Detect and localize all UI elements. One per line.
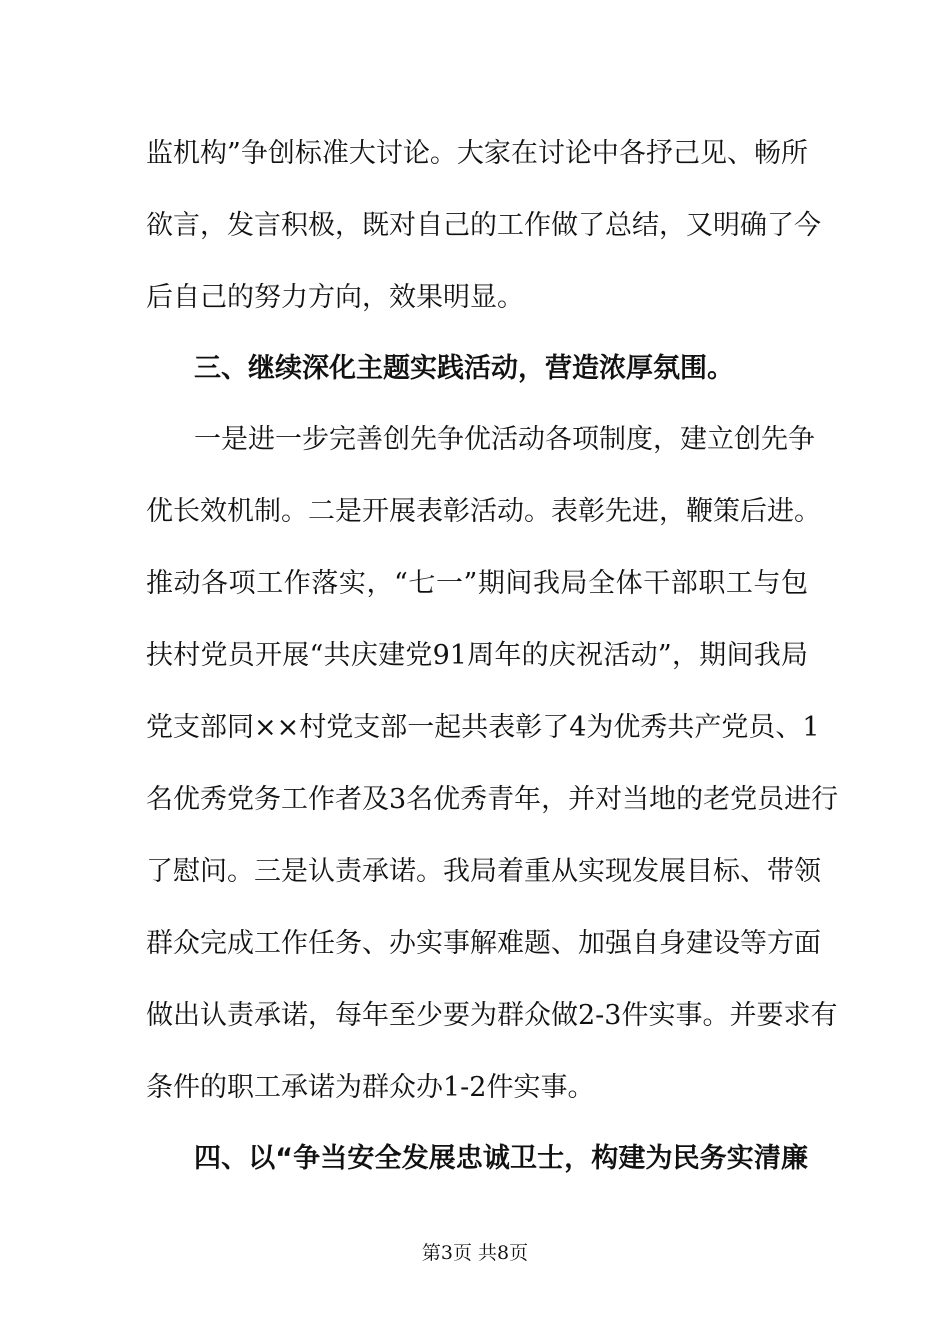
body-text-line: 一是进一步完善创先争优活动各项制度，建立创先争 <box>194 424 815 455</box>
body-text-line: 党支部同××村党支部一起共表彰了4为优秀共产党员、1 <box>146 712 820 743</box>
body-text-line: 条件的职工承诺为群众办1-2件实事。 <box>146 1072 595 1103</box>
section-heading-3: 三、继续深化主题实践活动，营造浓厚氛围。 <box>194 353 734 384</box>
body-text-line: 了慰问。三是认责承诺。我局着重从实现发展目标、带领 <box>146 856 821 887</box>
page-footer: 第3页 共8页 <box>421 1242 529 1264</box>
body-text-line: 优长效机制。二是开展表彰活动。表彰先进，鞭策后进。 <box>146 496 821 527</box>
body-text-line: 群众完成工作任务、办实事解难题、加强自身建设等方面 <box>146 928 821 959</box>
section-heading-4: 四、以“争当安全发展忠诚卫士，构建为民务实清廉 <box>194 1143 808 1174</box>
body-text-line: 名优秀党务工作者及3名优秀青年，并对当地的老党员进行 <box>146 784 839 815</box>
body-text-line: 扶村党员开展“共庆建党91周年的庆祝活动”，期间我局 <box>146 640 808 671</box>
body-text-line: 推动各项工作落实，“七一”期间我局全体干部职工与包 <box>146 568 808 599</box>
body-text-line: 监机构”争创标准大讨论。大家在讨论中各抒己见、畅所 <box>146 138 808 169</box>
body-text-line: 做出认责承诺，每年至少要为群众做2-3件实事。并要求有 <box>146 1000 838 1031</box>
body-text-line: 后自己的努力方向，效果明显。 <box>146 282 524 313</box>
body-text-line: 欲言，发言积极，既对自己的工作做了总结，又明确了今 <box>146 210 821 241</box>
